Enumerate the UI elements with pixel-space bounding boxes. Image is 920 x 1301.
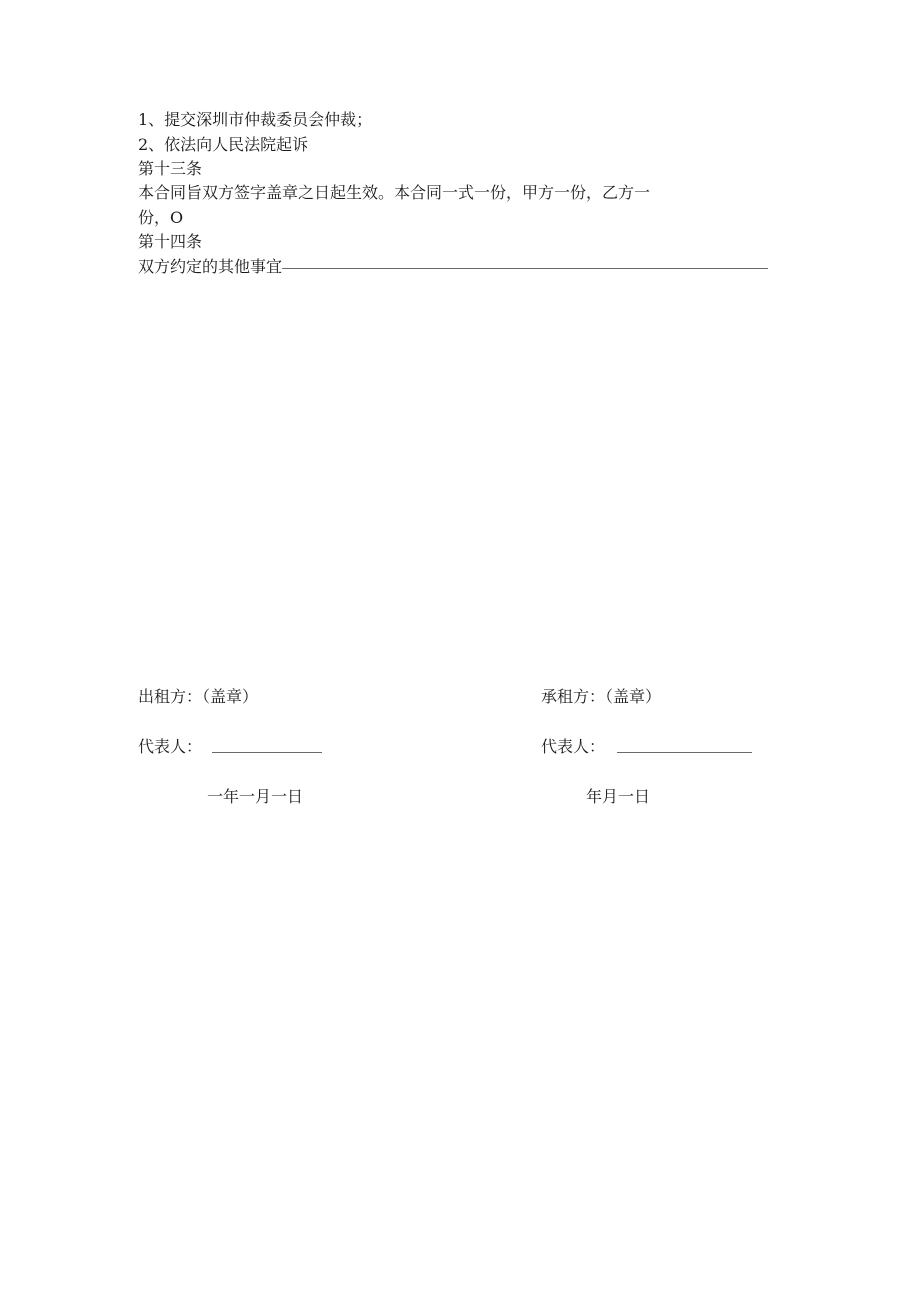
article-13-body-line2: 份，O <box>138 208 184 227</box>
lessor-representative-label: 代表人： <box>138 737 203 756</box>
article-14-heading: 第十四条 <box>138 232 203 251</box>
article-14-body <box>138 257 768 277</box>
lessor-representative-blank-line[interactable] <box>212 752 322 753</box>
lessee-date: 年月一日 <box>586 787 651 806</box>
arbitration-option-2: 2、依法向人民法院起诉 <box>138 135 309 154</box>
lessor-seal-label: 出租方：（盖章） <box>138 687 259 706</box>
article-14-text: 双方约定的其他事宜 <box>138 257 283 276</box>
article-13-body-line1: 本合同旨双方签字盖章之日起生效。本合同一式一份，甲方一份，乙方一 <box>138 183 651 202</box>
lessor-date: 一年一月一日 <box>207 787 304 806</box>
lessee-representative-blank-line[interactable] <box>617 752 752 753</box>
article-13-heading: 第十三条 <box>138 159 203 178</box>
lessee-representative-label: 代表人： <box>541 737 606 756</box>
arbitration-option-1: 1、提交深圳市仲裁委员会仲裁； <box>138 110 373 129</box>
other-matters-blank-line[interactable] <box>282 267 768 269</box>
lessee-seal-label: 承租方：（盖章） <box>541 687 662 706</box>
